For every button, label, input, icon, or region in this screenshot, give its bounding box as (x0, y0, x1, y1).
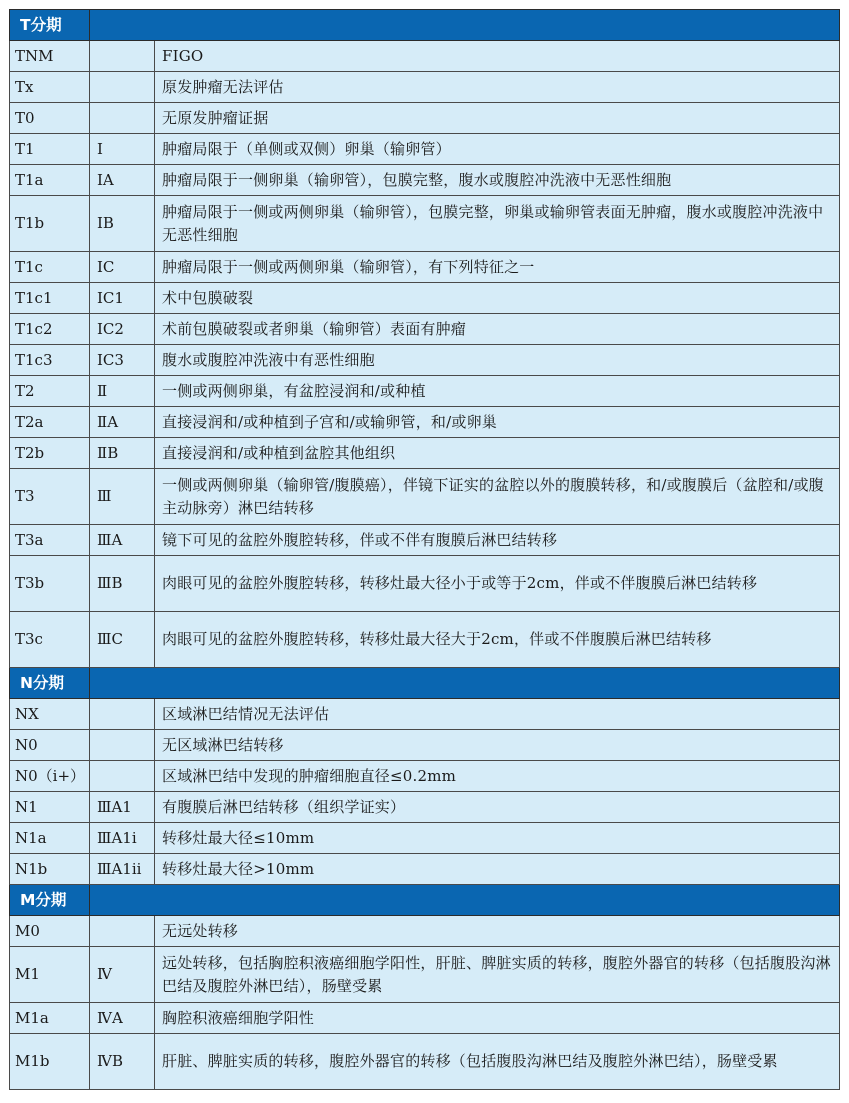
table-row (10, 376, 840, 407)
figo-cell (90, 103, 155, 134)
table-row (10, 103, 840, 134)
figo-cell: ⅣA (90, 1003, 155, 1034)
desc-cell: 术中包膜破裂 (155, 283, 840, 314)
desc-cell: 肿瘤局限于（单侧或双侧）卵巢（输卵管） (155, 134, 840, 165)
tnm-cell: T3a (10, 525, 90, 556)
desc-cell: 无远处转移 (155, 916, 840, 947)
table-row (10, 761, 840, 792)
figo-cell: ⅠC3 (90, 345, 155, 376)
figo-cell (90, 41, 155, 72)
table-row (10, 283, 840, 314)
desc-cell: 术前包膜破裂或者卵巢（输卵管）表面有肿瘤 (155, 314, 840, 345)
figo-cell: Ⅲ (90, 469, 155, 525)
desc-cell: 无原发肿瘤证据 (155, 103, 840, 134)
table-row (10, 854, 840, 885)
desc-cell: 肿瘤局限于一侧或两侧卵巢（输卵管），有下列特征之一 (155, 252, 840, 283)
table-row (10, 438, 840, 469)
figo-cell (90, 761, 155, 792)
tnm-cell: N1b (10, 854, 90, 885)
figo-cell: ⅠC1 (90, 283, 155, 314)
table-row (10, 525, 840, 556)
desc-cell: 转移灶最大径>10mm (155, 854, 840, 885)
table-row (10, 134, 840, 165)
desc-cell: 区域淋巴结情况无法评估 (155, 699, 840, 730)
tnm-cell: T2 (10, 376, 90, 407)
table-row (10, 196, 840, 252)
table-row (10, 252, 840, 283)
desc-cell: 肿瘤局限于一侧卵巢（输卵管），包膜完整，腹水或腹腔冲洗液中无恶性细胞 (155, 165, 840, 196)
tnm-cell: T1b (10, 196, 90, 252)
section-title: T分期 (10, 10, 90, 41)
tnm-cell: T1c (10, 252, 90, 283)
staging-table (9, 9, 840, 1090)
table-row (10, 792, 840, 823)
table-row (10, 612, 840, 668)
section-title: N分期 (10, 668, 90, 699)
figo-cell (90, 72, 155, 103)
tnm-cell: T0 (10, 103, 90, 134)
table-row (10, 165, 840, 196)
table-row (10, 699, 840, 730)
table-row (10, 314, 840, 345)
desc-cell: 转移灶最大径≤10mm (155, 823, 840, 854)
figo-cell: ⅢA1i (90, 823, 155, 854)
desc-cell: 肿瘤局限于一侧或两侧卵巢（输卵管），包膜完整，卵巢或输卵管表面无肿瘤，腹水或腹腔冲洗液中无恶性细胞 (155, 196, 840, 252)
figo-cell: ⅠC (90, 252, 155, 283)
table-row (10, 730, 840, 761)
tnm-cell: TNM (10, 41, 90, 72)
tnm-cell: M1 (10, 947, 90, 1003)
table-row (10, 345, 840, 376)
desc-cell: 原发肿瘤无法评估 (155, 72, 840, 103)
desc-cell: 远处转移，包括胸腔积液癌细胞学阳性，肝脏、脾脏实质的转移，腹腔外器官的转移（包括腹股沟淋巴结及腹腔外淋巴结），肠壁受累 (155, 947, 840, 1003)
desc-cell: FIGO (155, 41, 840, 72)
desc-cell: 肉眼可见的盆腔外腹腔转移，转移灶最大径小于或等于2cm，伴或不伴腹膜后淋巴结转移 (155, 556, 840, 612)
desc-cell: 胸腔积液癌细胞学阳性 (155, 1003, 840, 1034)
figo-cell: ⅠA (90, 165, 155, 196)
desc-cell: 腹水或腹腔冲洗液中有恶性细胞 (155, 345, 840, 376)
tnm-cell: T3c (10, 612, 90, 668)
tnm-cell: T1c3 (10, 345, 90, 376)
figo-cell: ⅠC2 (90, 314, 155, 345)
tnm-cell: NX (10, 699, 90, 730)
tnm-cell: N0 (10, 730, 90, 761)
table-row (10, 469, 840, 525)
tnm-cell: T1c1 (10, 283, 90, 314)
table-row (10, 823, 840, 854)
figo-cell: Ⅱ (90, 376, 155, 407)
tnm-cell: T2a (10, 407, 90, 438)
section-title: M分期 (10, 885, 90, 916)
table-row (10, 1034, 840, 1090)
tnm-cell: T1 (10, 134, 90, 165)
tnm-cell: N1a (10, 823, 90, 854)
desc-cell: 无区域淋巴结转移 (155, 730, 840, 761)
table-row (10, 41, 840, 72)
tnm-cell: M1a (10, 1003, 90, 1034)
t-section-header (10, 10, 840, 41)
figo-cell: ⅠB (90, 196, 155, 252)
tnm-cell: M0 (10, 916, 90, 947)
tnm-cell: N1 (10, 792, 90, 823)
figo-cell: ⅢC (90, 612, 155, 668)
desc-cell: 有腹膜后淋巴结转移（组织学证实） (155, 792, 840, 823)
tnm-cell: M1b (10, 1034, 90, 1090)
desc-cell: 肉眼可见的盆腔外腹腔转移，转移灶最大径大于2cm，伴或不伴腹膜后淋巴结转移 (155, 612, 840, 668)
desc-cell: 直接浸润和/或种植到盆腔其他组织 (155, 438, 840, 469)
desc-cell: 镜下可见的盆腔外腹腔转移，伴或不伴有腹膜后淋巴结转移 (155, 525, 840, 556)
table-row (10, 916, 840, 947)
desc-cell: 一侧或两侧卵巢（输卵管/腹膜癌），伴镜下证实的盆腔以外的腹膜转移，和/或腹膜后（盆腔和/或腹主动脉旁）淋巴结转移 (155, 469, 840, 525)
desc-cell: 肝脏、脾脏实质的转移，腹腔外器官的转移（包括腹股沟淋巴结及腹腔外淋巴结），肠壁受累 (155, 1034, 840, 1090)
figo-cell: ⅣB (90, 1034, 155, 1090)
table-row (10, 556, 840, 612)
tnm-cell: T1a (10, 165, 90, 196)
desc-cell: 区域淋巴结中发现的肿瘤细胞直径≤0.2mm (155, 761, 840, 792)
desc-cell: 一侧或两侧卵巢，有盆腔浸润和/或种植 (155, 376, 840, 407)
table-row (10, 1003, 840, 1034)
table-row (10, 72, 840, 103)
figo-cell: ⅢB (90, 556, 155, 612)
figo-cell: ⅢA (90, 525, 155, 556)
table-row (10, 947, 840, 1003)
figo-cell: ⅢA1 (90, 792, 155, 823)
figo-cell (90, 699, 155, 730)
m-section-header (10, 885, 840, 916)
figo-cell: ⅡB (90, 438, 155, 469)
tnm-cell: T3b (10, 556, 90, 612)
tnm-cell: N0（i+） (10, 761, 90, 792)
figo-cell (90, 916, 155, 947)
tnm-cell: T1c2 (10, 314, 90, 345)
table-row (10, 407, 840, 438)
tnm-cell: Tx (10, 72, 90, 103)
tnm-cell: T3 (10, 469, 90, 525)
desc-cell: 直接浸润和/或种植到子宫和/或输卵管，和/或卵巢 (155, 407, 840, 438)
figo-cell: Ⅰ (90, 134, 155, 165)
figo-cell: ⅡA (90, 407, 155, 438)
figo-cell (90, 730, 155, 761)
n-section-header (10, 668, 840, 699)
figo-cell: ⅢA1ii (90, 854, 155, 885)
tnm-cell: T2b (10, 438, 90, 469)
figo-cell: Ⅳ (90, 947, 155, 1003)
